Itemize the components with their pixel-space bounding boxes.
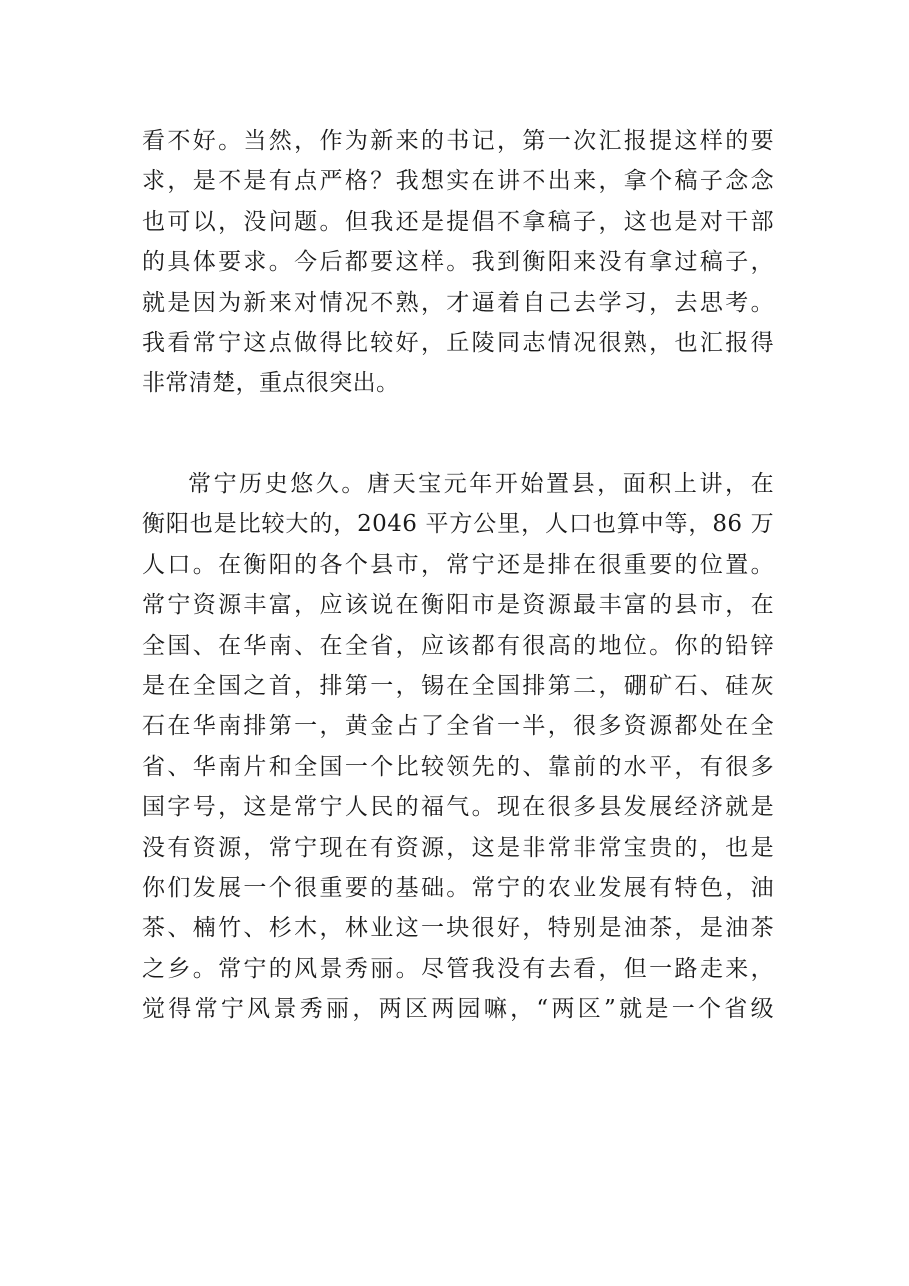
- text-line: 觉得常宁风景秀丽，两区两园嘛，“两区”就是一个省级: [142, 996, 774, 1023]
- text-line: 没有资源，常宁现在有资源，这是非常非常宝贵的，也是: [142, 834, 774, 861]
- text-line: 衡阳也是比较大的，2046 平方公里，人口也算中等，86 万: [142, 511, 774, 538]
- text-line: 常宁资源丰富，应该说在衡阳市是资源最丰富的县市，在: [142, 592, 774, 619]
- text-line: 省、华南片和全国一个比较领先的、靠前的水平，有很多: [142, 753, 774, 780]
- text-line: 全国、在华南、在全省，应该都有很高的地位。你的铅锌: [142, 632, 774, 659]
- text-line: 非常清楚，重点很突出。: [142, 370, 400, 397]
- text-line: 求，是不是有点严格？我想实在讲不出来，拿个稿子念念: [142, 168, 774, 195]
- text-line: 石在华南排第一，黄金占了全省一半，很多资源都处在全: [142, 713, 774, 740]
- text-line: 看不好。当然，作为新来的书记，第一次汇报提这样的要: [142, 128, 774, 154]
- text-line: 你们发展一个很重要的基础。常宁的农业发展有特色，油: [142, 874, 774, 901]
- paragraph: [142, 121, 774, 404]
- text-line: 国字号，这是常宁人民的福气。现在很多县发展经济就是: [142, 794, 774, 821]
- paragraph: [142, 464, 774, 1029]
- text-line: 茶、楠竹、杉木，林业这一块很好，特别是油茶，是油茶: [142, 915, 774, 942]
- text-line: 常宁历史悠久。唐天宝元年开始置县，面积上讲，在: [188, 471, 774, 497]
- text-line: 的具体要求。今后都要这样。我到衡阳来没有拿过稿子，: [142, 249, 774, 276]
- text-line: 我看常宁这点做得比较好，丘陵同志情况很熟，也汇报得: [142, 329, 774, 356]
- text-line: 就是因为新来对情况不熟，才逼着自己去学习，去思考。: [142, 289, 774, 316]
- text-line: 人口。在衡阳的各个县市，常宁还是排在很重要的位置。: [142, 551, 774, 578]
- text-line: 也可以，没问题。但我还是提倡不拿稿子，这也是对干部: [142, 208, 774, 235]
- text-line: 之乡。常宁的风景秀丽。尽管我没有去看，但一路走来，: [142, 955, 774, 982]
- text-line: 是在全国之首，排第一，锡在全国排第二，硼矿石、硅灰: [142, 672, 774, 699]
